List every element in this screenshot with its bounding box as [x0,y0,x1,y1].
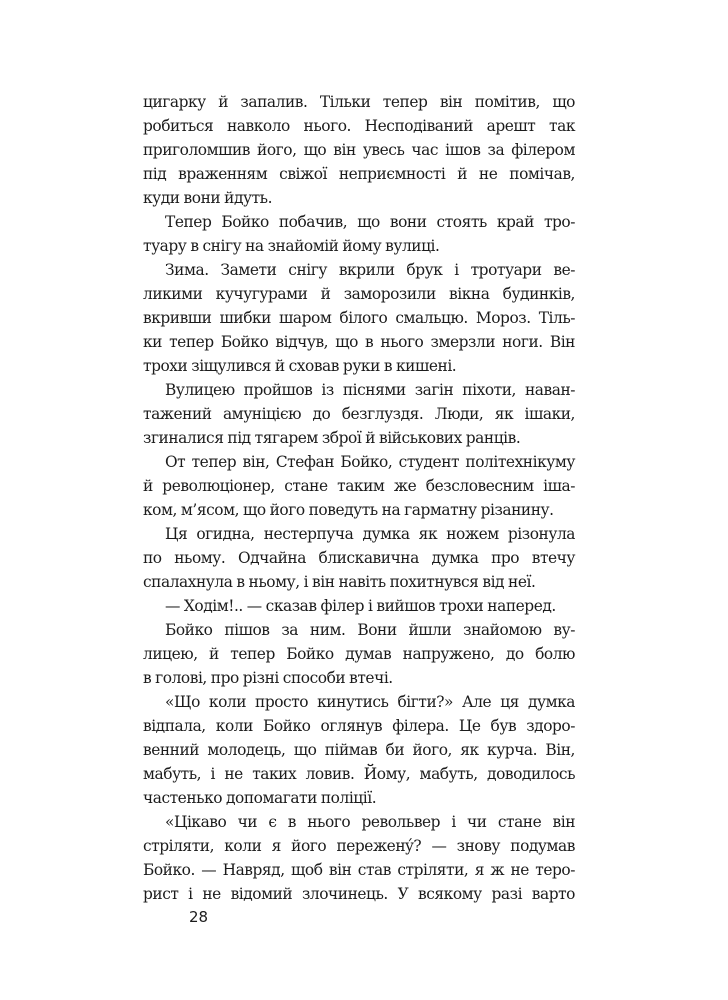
text-line: під враженням свіжої неприємності й не помічав, [143,165,575,183]
text-line: ки тепер Бойко відчув, що в нього змерзли ноги. Він [143,333,575,351]
text-line: Бойко пішов за ним. Вони йшли знайомою ву- [165,621,575,639]
text-line: ком, м’ясом, що його поведуть на гарматну різанину. [143,501,554,519]
paragraph [143,594,575,618]
text-line: Бойко. — Навряд, щоб він став стріляти, я ж не теро- [143,861,575,879]
paragraph [143,258,575,378]
text-line: Тепер Бойко побачив, що вони стоять край тро- [165,213,575,231]
paragraph [143,210,575,258]
text-line: рист і не відомий злочинець. У всякому разі варто [143,885,575,903]
text-line: приголомшив його, що він увесь час ішов за філером [143,141,575,159]
text-line: Ця огидна, нестерпуча думка як ножем різонула [165,525,575,543]
text-line: по ньому. Одчайна блискавична думка про втечу [143,549,575,567]
text-line: спалахнула в ньому, і він навіть похитнувся від неї. [143,573,536,591]
book-text [143,90,575,906]
text-line: лицею, й тепер Бойко думав напружено, до болю [143,645,575,663]
text-line: трохи зіщулився й сховав руки в кишені. [143,357,457,375]
text-line: венний молодець, що піймав би його, як курча. Він, [143,741,575,759]
text-line: робиться навколо нього. Несподіваний арешт так [143,117,575,135]
text-line: «Цікаво чи є в нього револьвер і чи стане він [165,813,575,831]
paragraph [143,522,575,594]
text-line: куди вони йдуть. [143,189,273,207]
paragraph [143,378,575,450]
paragraph [143,690,575,810]
text-line: ликими кучугурами й заморозили вікна будинків, [143,285,575,303]
text-line: й революціонер, стане таким же безсловесним іша- [143,477,575,495]
paragraph [143,90,575,210]
text-line: стріляти, коли я його переженý? — знову подумав [143,837,575,855]
text-line: в голові, про різні способи втечі. [143,669,393,687]
paragraph [143,810,575,906]
text-line: цигарку й запалив. Тільки тепер він помітив, що [143,93,575,111]
page-number: 28 [189,908,209,926]
text-line: Вулицею пройшов із піснями загін піхоти, наван- [165,381,575,399]
text-line: «Що коли просто кинутись бігти?» Але ця думка [165,693,575,711]
text-line: відпала, коли Бойко оглянув філера. Це був здоро- [143,717,575,735]
text-line: — Ходім!.. — сказав філер і вийшов трохи наперед. [165,597,556,615]
text-line: вкривши шибки шаром білого смальцю. Мороз. Тіль- [143,309,575,327]
paragraph [143,618,575,690]
text-line: туару в снігу на знайомій йому вулиці. [143,237,440,255]
text-line: згиналися під тягарем зброї й військових ранців. [143,429,521,447]
text-line: частенько допомагати поліції. [143,789,377,807]
text-line: Зима. Замети снігу вкрили брук і тротуари ве- [165,261,575,279]
paragraph [143,450,575,522]
text-line: мабуть, і не таких ловив. Йому, мабуть, доводилось [143,765,575,783]
text-line: тажений амуніцією до безглуздя. Люди, як ішаки, [143,405,575,423]
text-line: От тепер він, Стефан Бойко, студент політехнікуму [165,453,575,471]
